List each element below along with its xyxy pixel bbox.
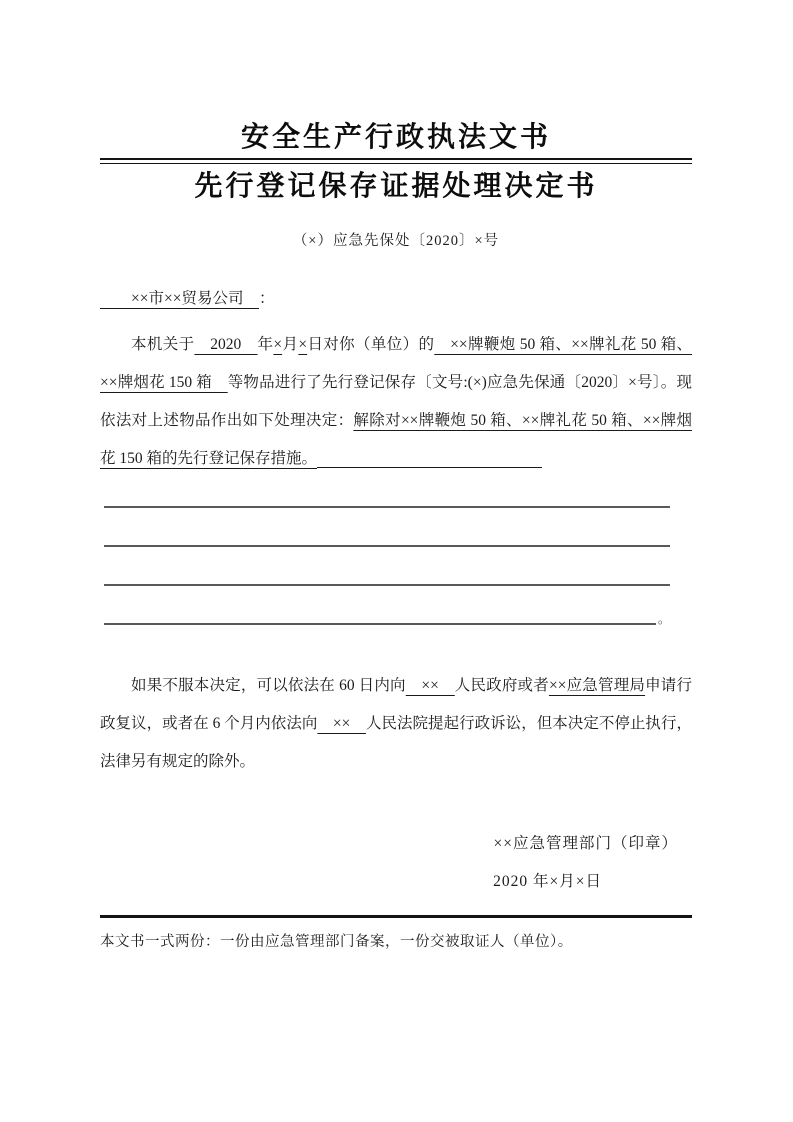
blank-line [104, 586, 656, 625]
addressee-line [100, 280, 692, 318]
agency-blank: ××应急管理局 [548, 677, 646, 694]
signature-date: 2020 年×月×日 [493, 873, 602, 890]
footer-note: 本文书一式两份：一份由应急管理部门备案，一份交被取证人（单位）。 [100, 934, 573, 950]
decision-paragraph [100, 326, 692, 478]
decision-blank: 解除对××牌鞭炮 50 箱、××牌礼花 50 箱、××牌烟花 150 箱的先行登记保存措施。 [100, 412, 692, 467]
addressee-name: ××市××贸易公司 [100, 290, 259, 307]
signature-block [100, 825, 692, 901]
items-blank: ××牌鞭炮 50 箱、××牌礼花 50 箱、××牌烟花 150 箱 [100, 336, 692, 391]
appeal-seg3: 申请行政复议，或者在 6 个月内依法向 [100, 677, 692, 732]
day-blank: × [298, 336, 308, 353]
doc-main-title: 先行登记保存证据处理决定书 [194, 170, 598, 201]
title-double-rule [100, 158, 692, 164]
appeal-seg1: 如果不服本决定，可以依法在 60 日内向 [131, 677, 406, 694]
footer-rule [100, 915, 692, 918]
blank-line [104, 508, 670, 547]
blank-line [104, 484, 670, 508]
year-suffix: 年 [257, 336, 274, 353]
court-blank: ×× [317, 715, 366, 732]
document-content [100, 120, 692, 954]
decision-lead-text: 本机关于 [131, 336, 195, 353]
appeal-seg4: 人民法院提起行政诉讼，但本决定不停止执行，法律另有规定的除外。 [100, 715, 692, 770]
appeal-paragraph [100, 667, 692, 781]
middle-text: 等物品进行了先行登记保存〔文号:(×)应急先保通〔2020〕×号〕。现依法对上述物品作出如下处理决定： [100, 374, 692, 429]
blank-line [104, 547, 670, 586]
handwriting-blank-area [100, 484, 692, 625]
addressee-colon: ： [258, 290, 275, 307]
government-blank: ×× [405, 677, 455, 694]
doc-category-title: 安全生产行政执法文书 [240, 121, 551, 152]
year-blank: 2020 [194, 336, 258, 353]
month-suffix: 月 [282, 336, 299, 353]
doc-number: （×）应急先保处〔2020〕×号 [292, 233, 500, 249]
appeal-seg2: 人民政府或者 [454, 677, 549, 694]
blank-line-row [100, 586, 692, 625]
after-date-text: 日对你（单位）的 [307, 336, 435, 353]
issuer-signature: ××应急管理部门（印章） [493, 835, 678, 852]
blank-area-trailing-period: 。 [658, 612, 671, 626]
decision-underline-filler [317, 466, 542, 468]
month-blank: × [273, 336, 283, 353]
